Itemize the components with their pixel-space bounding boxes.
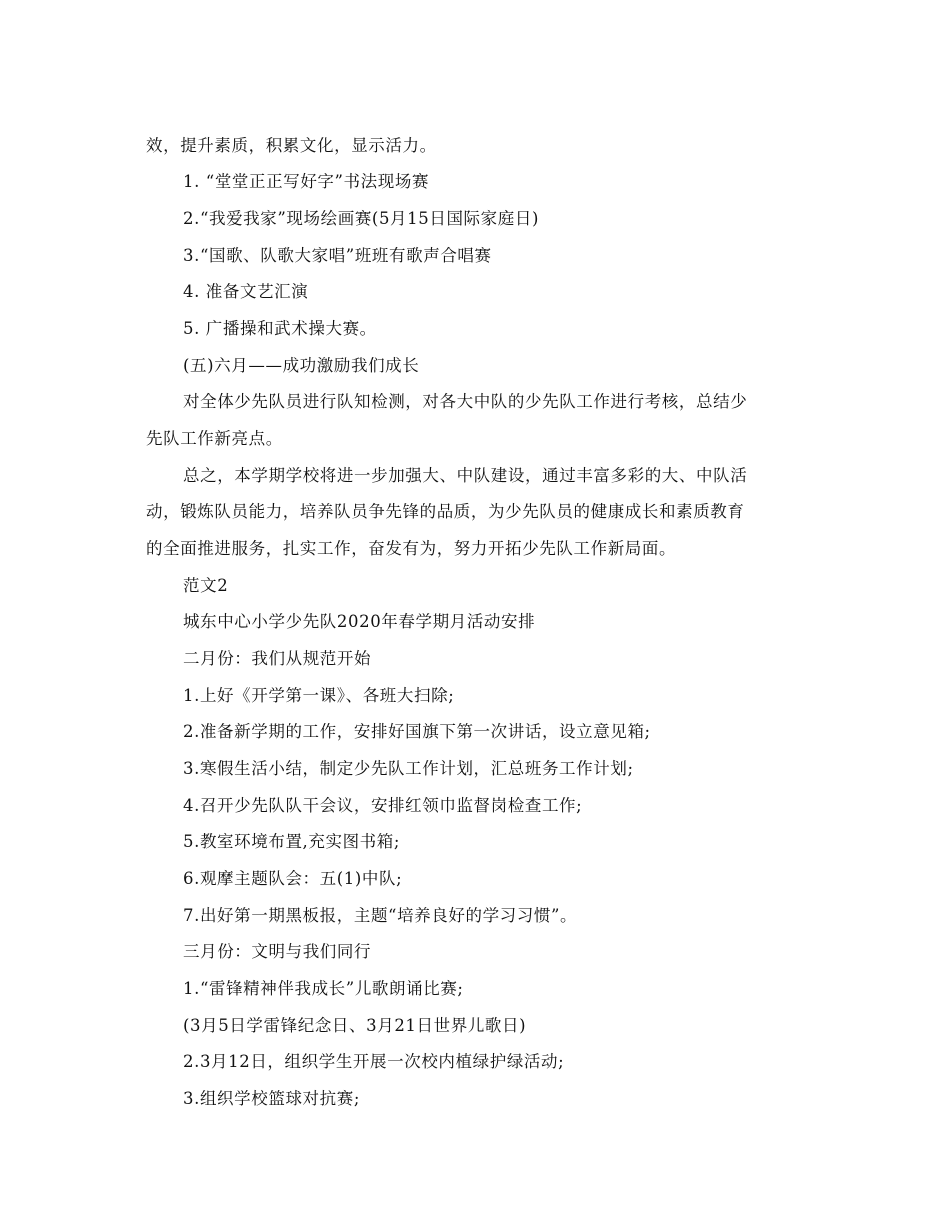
text-line: 效，提升素质，积累文化，显示活力。 <box>146 135 437 155</box>
list-item: 2.准备新学期的工作，安排好国旗下第一次讲话，设立意见箱; <box>183 721 651 741</box>
list-item: 3.“国歌、队歌大家唱”班班有歌声合唱赛 <box>183 245 492 265</box>
section-heading: 范文2 <box>183 575 229 595</box>
list-item: 5. 广播操和武术操大赛。 <box>183 318 377 338</box>
text-line: 总之，本学期学校将进一步加强大、中队建设，通过丰富多彩的大、中队活 <box>183 465 748 485</box>
text-line: (3月5日学雷锋纪念日、3月21日世界儿歌日) <box>183 1015 527 1035</box>
list-item: 1. “堂堂正正写好字”书法现场赛 <box>183 171 430 191</box>
text-line: 动，锻炼队员能力，培养队员争先锋的品质，为少先队员的健康成长和素质教育 <box>146 501 745 521</box>
document-title: 城东中心小学少先队2020年春学期月活动安排 <box>183 611 536 631</box>
section-heading: 二月份：我们从规范开始 <box>183 648 372 668</box>
list-item: 1.“雷锋精神伴我成长”儿歌朗诵比赛; <box>183 978 464 998</box>
list-item: 2.3月12日，组织学生开展一次校内植绿护绿活动; <box>183 1051 565 1071</box>
list-item: 4. 准备文艺汇演 <box>183 281 309 301</box>
list-item: 7.出好第一期黑板报，主题“培养良好的学习习惯”。 <box>183 905 578 925</box>
list-item: 3.组织学校篮球对抗赛; <box>183 1088 361 1108</box>
list-item: 2.“我爱我家”现场绘画赛(5月15日国际家庭日) <box>183 208 539 228</box>
text-line: 的全面推进服务，扎实工作，奋发有为，努力开拓少先队工作新局面。 <box>146 538 677 558</box>
text-line: 对全体少先队员进行队知检测，对各大中队的少先队工作进行考核，总结少 <box>183 391 748 411</box>
list-item: 3.寒假生活小结，制定少先队工作计划，汇总班务工作计划; <box>183 758 634 778</box>
text-line: 先队工作新亮点。 <box>146 428 283 448</box>
section-heading: 三月份：文明与我们同行 <box>183 941 372 961</box>
list-item: 6.观摩主题队会：五(1)中队; <box>183 868 403 888</box>
list-item: 1.上好《开学第一课》、各班大扫除; <box>183 685 455 705</box>
section-heading: (五)六月——成功激励我们成长 <box>183 355 420 375</box>
list-item: 4.召开少先队队干会议，安排红领巾监督岗检查工作; <box>183 795 583 815</box>
list-item: 5.教室环境布置,充实图书箱; <box>183 831 401 851</box>
